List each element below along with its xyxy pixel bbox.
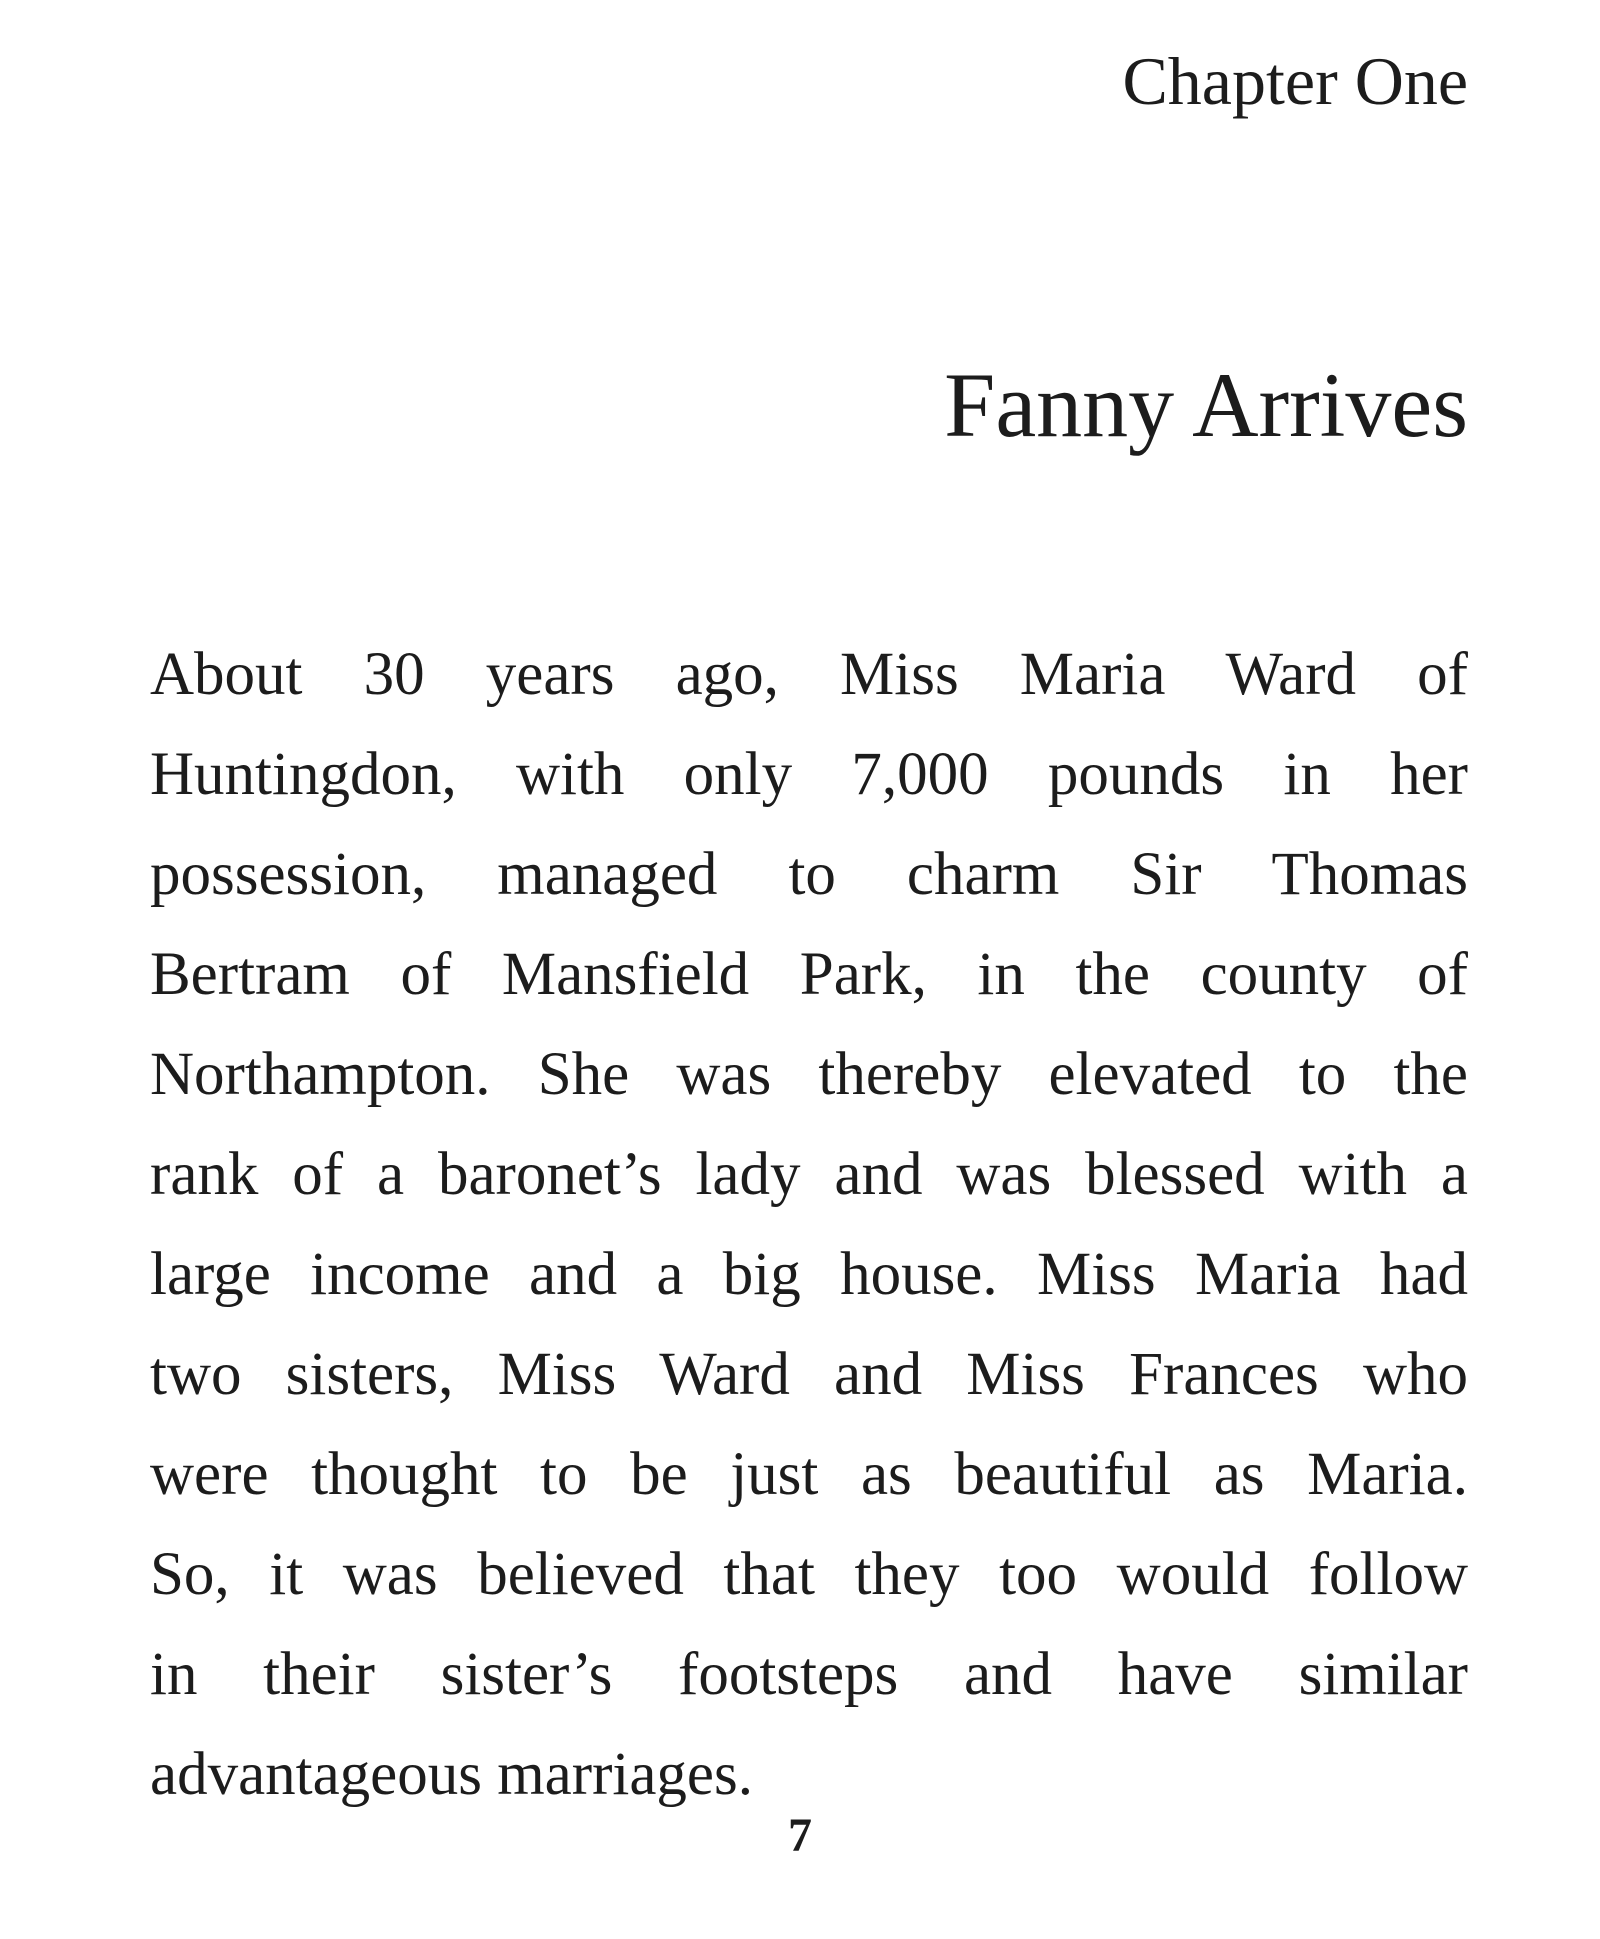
- paragraph-line: possession, managed to charm Sir Thomas: [150, 841, 1468, 908]
- chapter-title: Fanny Arrives: [944, 354, 1468, 456]
- paragraph-line: Huntingdon, with only 7,000 pounds in her: [150, 741, 1468, 808]
- paragraph-line: two sisters, Miss Ward and Miss Frances who: [150, 1341, 1468, 1408]
- paragraph-line: About 30 years ago, Miss Maria Ward of: [150, 641, 1468, 708]
- paragraph-line: Northampton. She was thereby elevated to the: [150, 1041, 1468, 1108]
- paragraph-line: So, it was believed that they too would follow: [150, 1541, 1468, 1608]
- paragraph-line: advantageous marriages.: [150, 1741, 753, 1808]
- paragraph-line: were thought to be just as beautiful as Maria.: [150, 1441, 1468, 1508]
- chapter-label: Chapter One: [1122, 43, 1468, 119]
- paragraph-line: large income and a big house. Miss Maria had: [150, 1241, 1468, 1308]
- page-number: 7: [788, 1809, 812, 1862]
- body-paragraph: [150, 625, 1468, 1825]
- paragraph-line: in their sister’s footsteps and have similar: [150, 1641, 1468, 1708]
- paragraph-line: rank of a baronet’s lady and was blessed with a: [150, 1141, 1468, 1208]
- paragraph-line: Bertram of Mansfield Park, in the county of: [150, 941, 1468, 1008]
